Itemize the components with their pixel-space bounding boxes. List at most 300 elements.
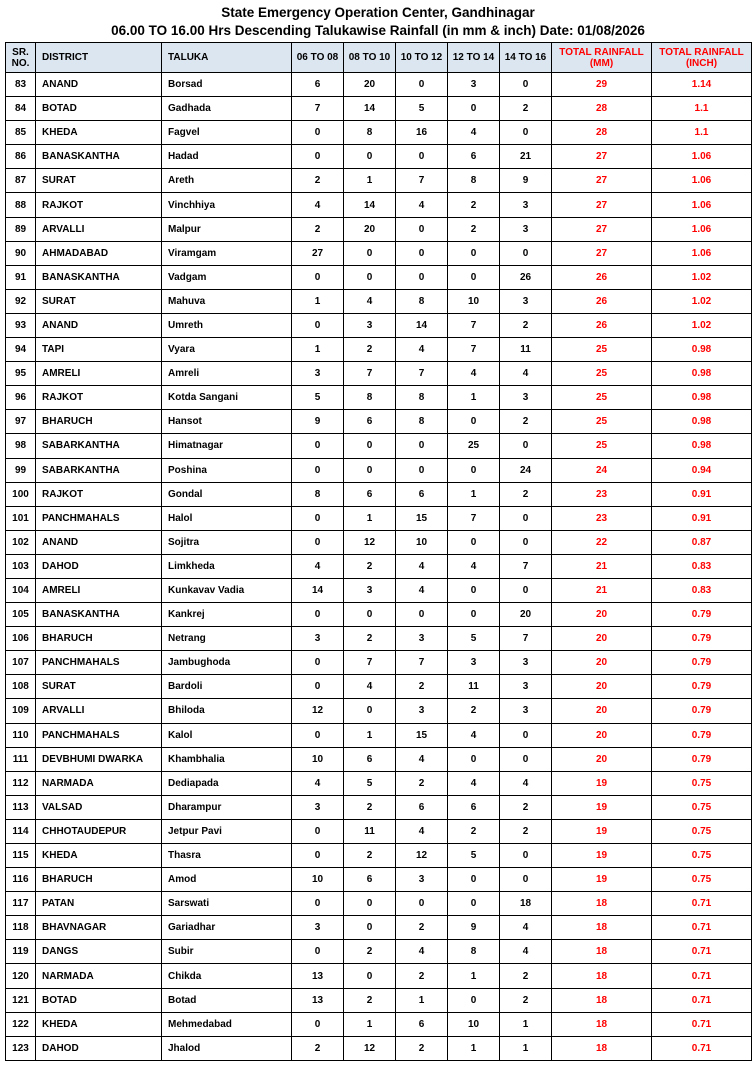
cell-total-inch: 0.91 (652, 482, 752, 506)
cell-total-inch: 0.75 (652, 844, 752, 868)
cell-sr-no: 97 (6, 410, 36, 434)
cell-total-inch: 0.83 (652, 578, 752, 602)
cell-12-to-14: 4 (448, 723, 500, 747)
cell-08-to-10: 2 (344, 988, 396, 1012)
cell-total-mm: 27 (552, 241, 652, 265)
cell-08-to-10: 1 (344, 723, 396, 747)
cell-total-inch: 0.71 (652, 916, 752, 940)
cell-total-mm: 19 (552, 844, 652, 868)
cell-total-inch: 1.06 (652, 169, 752, 193)
cell-08-to-10: 0 (344, 603, 396, 627)
cell-10-to-12: 10 (396, 530, 448, 554)
cell-12-to-14: 6 (448, 145, 500, 169)
cell-taluka: Botad (162, 988, 292, 1012)
cell-10-to-12: 7 (396, 362, 448, 386)
cell-12-to-14: 1 (448, 964, 500, 988)
cell-taluka: Netrang (162, 627, 292, 651)
cell-08-to-10: 12 (344, 1036, 396, 1060)
cell-taluka: Jetpur Pavi (162, 819, 292, 843)
cell-12-to-14: 7 (448, 338, 500, 362)
cell-10-to-12: 0 (396, 241, 448, 265)
cell-10-to-12: 2 (396, 675, 448, 699)
cell-12-to-14: 9 (448, 916, 500, 940)
cell-total-inch: 0.75 (652, 819, 752, 843)
cell-12-to-14: 4 (448, 554, 500, 578)
cell-sr-no: 94 (6, 338, 36, 362)
cell-10-to-12: 7 (396, 169, 448, 193)
cell-taluka: Thasra (162, 844, 292, 868)
cell-taluka: Amod (162, 868, 292, 892)
cell-district: SURAT (36, 169, 162, 193)
cell-total-mm: 23 (552, 482, 652, 506)
cell-14-to-16: 3 (500, 386, 552, 410)
cell-10-to-12: 2 (396, 916, 448, 940)
cell-district: SURAT (36, 289, 162, 313)
cell-06-to-08: 0 (292, 313, 344, 337)
cell-14-to-16: 0 (500, 530, 552, 554)
cell-06-to-08: 13 (292, 964, 344, 988)
cell-06-to-08: 3 (292, 795, 344, 819)
cell-14-to-16: 2 (500, 97, 552, 121)
cell-12-to-14: 2 (448, 819, 500, 843)
cell-taluka: Sarswati (162, 892, 292, 916)
cell-total-mm: 18 (552, 1036, 652, 1060)
cell-district: RAJKOT (36, 482, 162, 506)
cell-district: ARVALLI (36, 699, 162, 723)
cell-total-mm: 27 (552, 169, 652, 193)
cell-total-inch: 0.79 (652, 699, 752, 723)
cell-taluka: Poshina (162, 458, 292, 482)
cell-district: SABARKANTHA (36, 434, 162, 458)
cell-06-to-08: 14 (292, 578, 344, 602)
cell-sr-no: 95 (6, 362, 36, 386)
cell-district: CHHOTAUDEPUR (36, 819, 162, 843)
table-row (6, 916, 752, 940)
cell-14-to-16: 0 (500, 434, 552, 458)
cell-taluka: Dharampur (162, 795, 292, 819)
cell-total-inch: 1.06 (652, 241, 752, 265)
table-row (6, 169, 752, 193)
cell-06-to-08: 0 (292, 675, 344, 699)
cell-total-inch: 0.71 (652, 892, 752, 916)
cell-12-to-14: 1 (448, 1036, 500, 1060)
table-row (6, 145, 752, 169)
cell-district: PANCHMAHALS (36, 506, 162, 530)
cell-08-to-10: 6 (344, 410, 396, 434)
cell-total-mm: 25 (552, 338, 652, 362)
cell-sr-no: 122 (6, 1012, 36, 1036)
cell-10-to-12: 12 (396, 844, 448, 868)
cell-14-to-16: 3 (500, 651, 552, 675)
cell-total-mm: 23 (552, 506, 652, 530)
cell-taluka: Dediapada (162, 771, 292, 795)
cell-12-to-14: 1 (448, 386, 500, 410)
cell-08-to-10: 7 (344, 651, 396, 675)
cell-district: KHEDA (36, 844, 162, 868)
cell-12-to-14: 8 (448, 940, 500, 964)
table-row (6, 289, 752, 313)
cell-14-to-16: 0 (500, 747, 552, 771)
cell-08-to-10: 8 (344, 121, 396, 145)
cell-14-to-16: 2 (500, 410, 552, 434)
cell-sr-no: 108 (6, 675, 36, 699)
cell-total-inch: 0.98 (652, 338, 752, 362)
cell-taluka: Vinchhiya (162, 193, 292, 217)
table-row (6, 217, 752, 241)
cell-total-inch: 0.71 (652, 940, 752, 964)
cell-total-mm: 27 (552, 145, 652, 169)
cell-total-mm: 19 (552, 868, 652, 892)
cell-06-to-08: 2 (292, 1036, 344, 1060)
cell-district: BOTAD (36, 97, 162, 121)
cell-total-mm: 25 (552, 362, 652, 386)
cell-14-to-16: 0 (500, 73, 552, 97)
cell-total-inch: 0.79 (652, 675, 752, 699)
cell-sr-no: 88 (6, 193, 36, 217)
table-row (6, 121, 752, 145)
cell-sr-no: 116 (6, 868, 36, 892)
cell-total-inch: 0.98 (652, 386, 752, 410)
table-row (6, 675, 752, 699)
cell-taluka: Fagvel (162, 121, 292, 145)
cell-12-to-14: 7 (448, 506, 500, 530)
cell-06-to-08: 6 (292, 73, 344, 97)
cell-14-to-16: 0 (500, 868, 552, 892)
cell-10-to-12: 6 (396, 795, 448, 819)
cell-sr-no: 100 (6, 482, 36, 506)
cell-district: BOTAD (36, 988, 162, 1012)
cell-sr-no: 93 (6, 313, 36, 337)
cell-12-to-14: 0 (448, 241, 500, 265)
cell-sr-no: 89 (6, 217, 36, 241)
cell-10-to-12: 8 (396, 410, 448, 434)
cell-10-to-12: 4 (396, 554, 448, 578)
cell-06-to-08: 1 (292, 289, 344, 313)
cell-district: RAJKOT (36, 386, 162, 410)
cell-10-to-12: 3 (396, 699, 448, 723)
cell-12-to-14: 25 (448, 434, 500, 458)
cell-12-to-14: 4 (448, 362, 500, 386)
cell-district: AMRELI (36, 578, 162, 602)
table-row (6, 603, 752, 627)
cell-sr-no: 96 (6, 386, 36, 410)
cell-taluka: Kotda Sangani (162, 386, 292, 410)
cell-sr-no: 118 (6, 916, 36, 940)
table-header-row (6, 43, 752, 73)
cell-08-to-10: 6 (344, 868, 396, 892)
cell-12-to-14: 3 (448, 73, 500, 97)
cell-taluka: Vyara (162, 338, 292, 362)
cell-08-to-10: 3 (344, 578, 396, 602)
cell-district: PATAN (36, 892, 162, 916)
cell-06-to-08: 0 (292, 603, 344, 627)
cell-10-to-12: 7 (396, 651, 448, 675)
cell-taluka: Bhiloda (162, 699, 292, 723)
cell-sr-no: 104 (6, 578, 36, 602)
cell-08-to-10: 2 (344, 627, 396, 651)
cell-12-to-14: 5 (448, 627, 500, 651)
cell-14-to-16: 26 (500, 265, 552, 289)
cell-sr-no: 117 (6, 892, 36, 916)
cell-10-to-12: 4 (396, 338, 448, 362)
cell-taluka: Kunkavav Vadia (162, 578, 292, 602)
cell-total-inch: 0.98 (652, 410, 752, 434)
cell-taluka: Khambhalia (162, 747, 292, 771)
table-row (6, 747, 752, 771)
cell-14-to-16: 21 (500, 145, 552, 169)
cell-district: ANAND (36, 530, 162, 554)
table-row (6, 723, 752, 747)
cell-total-mm: 19 (552, 819, 652, 843)
cell-10-to-12: 0 (396, 458, 448, 482)
cell-14-to-16: 2 (500, 964, 552, 988)
table-row (6, 627, 752, 651)
report-subtitle: 06.00 TO 16.00 Hrs Descending Talukawise Rainfall (in mm & inch) Date: 01/08/2026 (111, 23, 645, 38)
cell-sr-no: 86 (6, 145, 36, 169)
col-header-total-inch: TOTAL RAINFALL (INCH) (652, 43, 752, 73)
table-row (6, 410, 752, 434)
cell-district: NARMADA (36, 771, 162, 795)
cell-total-mm: 26 (552, 289, 652, 313)
cell-total-inch: 0.75 (652, 795, 752, 819)
cell-district: AHMADABAD (36, 241, 162, 265)
cell-06-to-08: 13 (292, 988, 344, 1012)
cell-sr-no: 107 (6, 651, 36, 675)
table-row (6, 940, 752, 964)
cell-total-inch: 0.98 (652, 434, 752, 458)
cell-10-to-12: 0 (396, 217, 448, 241)
cell-14-to-16: 18 (500, 892, 552, 916)
cell-district: ANAND (36, 73, 162, 97)
cell-total-inch: 1.1 (652, 121, 752, 145)
cell-06-to-08: 0 (292, 892, 344, 916)
cell-total-mm: 29 (552, 73, 652, 97)
cell-total-mm: 21 (552, 578, 652, 602)
cell-06-to-08: 0 (292, 651, 344, 675)
cell-total-mm: 18 (552, 964, 652, 988)
cell-total-mm: 25 (552, 386, 652, 410)
cell-total-mm: 21 (552, 554, 652, 578)
cell-sr-no: 90 (6, 241, 36, 265)
cell-10-to-12: 4 (396, 819, 448, 843)
cell-total-inch: 0.98 (652, 362, 752, 386)
cell-total-mm: 20 (552, 651, 652, 675)
cell-district: ANAND (36, 313, 162, 337)
cell-12-to-14: 7 (448, 313, 500, 337)
cell-taluka: Amreli (162, 362, 292, 386)
cell-08-to-10: 6 (344, 482, 396, 506)
cell-10-to-12: 6 (396, 1012, 448, 1036)
cell-total-mm: 20 (552, 675, 652, 699)
cell-08-to-10: 14 (344, 97, 396, 121)
cell-sr-no: 109 (6, 699, 36, 723)
cell-district: TAPI (36, 338, 162, 362)
cell-total-mm: 20 (552, 723, 652, 747)
cell-14-to-16: 3 (500, 217, 552, 241)
cell-total-mm: 20 (552, 699, 652, 723)
table-row (6, 386, 752, 410)
cell-total-inch: 0.71 (652, 988, 752, 1012)
cell-12-to-14: 0 (448, 603, 500, 627)
cell-district: BHAVNAGAR (36, 916, 162, 940)
cell-total-mm: 25 (552, 410, 652, 434)
cell-06-to-08: 2 (292, 169, 344, 193)
cell-taluka: Gariadhar (162, 916, 292, 940)
cell-total-mm: 27 (552, 217, 652, 241)
cell-total-mm: 26 (552, 265, 652, 289)
cell-sr-no: 120 (6, 964, 36, 988)
cell-12-to-14: 0 (448, 410, 500, 434)
cell-08-to-10: 2 (344, 554, 396, 578)
cell-total-inch: 1.06 (652, 193, 752, 217)
cell-08-to-10: 2 (344, 844, 396, 868)
cell-sr-no: 121 (6, 988, 36, 1012)
cell-14-to-16: 0 (500, 241, 552, 265)
cell-08-to-10: 14 (344, 193, 396, 217)
cell-10-to-12: 6 (396, 482, 448, 506)
cell-08-to-10: 0 (344, 699, 396, 723)
cell-10-to-12: 3 (396, 868, 448, 892)
cell-06-to-08: 0 (292, 145, 344, 169)
cell-14-to-16: 4 (500, 771, 552, 795)
cell-08-to-10: 7 (344, 362, 396, 386)
cell-taluka: Vadgam (162, 265, 292, 289)
cell-10-to-12: 8 (396, 289, 448, 313)
cell-06-to-08: 0 (292, 723, 344, 747)
cell-08-to-10: 0 (344, 145, 396, 169)
table-row (6, 338, 752, 362)
cell-14-to-16: 3 (500, 699, 552, 723)
cell-14-to-16: 11 (500, 338, 552, 362)
cell-10-to-12: 0 (396, 145, 448, 169)
cell-total-mm: 26 (552, 313, 652, 337)
table-row (6, 964, 752, 988)
cell-08-to-10: 1 (344, 506, 396, 530)
cell-taluka: Kalol (162, 723, 292, 747)
cell-14-to-16: 7 (500, 554, 552, 578)
cell-14-to-16: 7 (500, 627, 552, 651)
cell-12-to-14: 10 (448, 1012, 500, 1036)
cell-14-to-16: 24 (500, 458, 552, 482)
cell-sr-no: 84 (6, 97, 36, 121)
cell-total-inch: 0.79 (652, 723, 752, 747)
cell-district: AMRELI (36, 362, 162, 386)
cell-sr-no: 111 (6, 747, 36, 771)
cell-district: SABARKANTHA (36, 458, 162, 482)
cell-10-to-12: 1 (396, 988, 448, 1012)
cell-sr-no: 123 (6, 1036, 36, 1060)
cell-06-to-08: 0 (292, 121, 344, 145)
cell-total-mm: 19 (552, 795, 652, 819)
table-row (6, 73, 752, 97)
cell-district: BHARUCH (36, 410, 162, 434)
cell-district: DAHOD (36, 1036, 162, 1060)
cell-taluka: Areth (162, 169, 292, 193)
cell-total-inch: 0.71 (652, 1012, 752, 1036)
cell-06-to-08: 0 (292, 1012, 344, 1036)
cell-08-to-10: 0 (344, 916, 396, 940)
cell-total-inch: 1.14 (652, 73, 752, 97)
cell-10-to-12: 2 (396, 964, 448, 988)
cell-06-to-08: 27 (292, 241, 344, 265)
cell-taluka: Viramgam (162, 241, 292, 265)
cell-total-inch: 0.75 (652, 868, 752, 892)
cell-district: PANCHMAHALS (36, 723, 162, 747)
cell-total-inch: 0.94 (652, 458, 752, 482)
cell-08-to-10: 0 (344, 265, 396, 289)
cell-14-to-16: 0 (500, 844, 552, 868)
col-header-district: DISTRICT (36, 43, 162, 73)
cell-total-mm: 18 (552, 988, 652, 1012)
cell-06-to-08: 10 (292, 868, 344, 892)
cell-taluka: Jhalod (162, 1036, 292, 1060)
cell-14-to-16: 3 (500, 193, 552, 217)
table-row (6, 844, 752, 868)
table-row (6, 458, 752, 482)
cell-06-to-08: 0 (292, 434, 344, 458)
cell-district: BHARUCH (36, 868, 162, 892)
cell-12-to-14: 10 (448, 289, 500, 313)
cell-12-to-14: 4 (448, 121, 500, 145)
cell-06-to-08: 0 (292, 265, 344, 289)
cell-taluka: Chikda (162, 964, 292, 988)
cell-08-to-10: 0 (344, 964, 396, 988)
cell-total-mm: 25 (552, 434, 652, 458)
table-row (6, 193, 752, 217)
cell-14-to-16: 1 (500, 1036, 552, 1060)
cell-total-inch: 1.06 (652, 145, 752, 169)
table-row (6, 482, 752, 506)
cell-sr-no: 99 (6, 458, 36, 482)
cell-06-to-08: 4 (292, 771, 344, 795)
cell-12-to-14: 2 (448, 193, 500, 217)
table-row (6, 819, 752, 843)
cell-district: KHEDA (36, 121, 162, 145)
cell-12-to-14: 4 (448, 771, 500, 795)
table-row (6, 97, 752, 121)
cell-total-inch: 1.02 (652, 313, 752, 337)
cell-12-to-14: 0 (448, 892, 500, 916)
cell-total-inch: 0.79 (652, 627, 752, 651)
cell-total-inch: 0.71 (652, 1036, 752, 1060)
table-row (6, 651, 752, 675)
cell-sr-no: 87 (6, 169, 36, 193)
cell-total-mm: 20 (552, 627, 652, 651)
cell-08-to-10: 8 (344, 386, 396, 410)
cell-08-to-10: 12 (344, 530, 396, 554)
cell-10-to-12: 2 (396, 771, 448, 795)
cell-08-to-10: 3 (344, 313, 396, 337)
cell-sr-no: 102 (6, 530, 36, 554)
cell-06-to-08: 3 (292, 916, 344, 940)
col-header-12-to-14: 12 TO 14 (448, 43, 500, 73)
cell-total-inch: 1.02 (652, 289, 752, 313)
cell-08-to-10: 20 (344, 73, 396, 97)
table-row (6, 530, 752, 554)
cell-08-to-10: 0 (344, 241, 396, 265)
cell-taluka: Gadhada (162, 97, 292, 121)
cell-total-mm: 28 (552, 97, 652, 121)
cell-06-to-08: 1 (292, 338, 344, 362)
cell-sr-no: 110 (6, 723, 36, 747)
table-row (6, 771, 752, 795)
cell-12-to-14: 0 (448, 97, 500, 121)
table-row (6, 506, 752, 530)
cell-10-to-12: 4 (396, 940, 448, 964)
cell-taluka: Umreth (162, 313, 292, 337)
cell-14-to-16: 1 (500, 1012, 552, 1036)
cell-taluka: Gondal (162, 482, 292, 506)
